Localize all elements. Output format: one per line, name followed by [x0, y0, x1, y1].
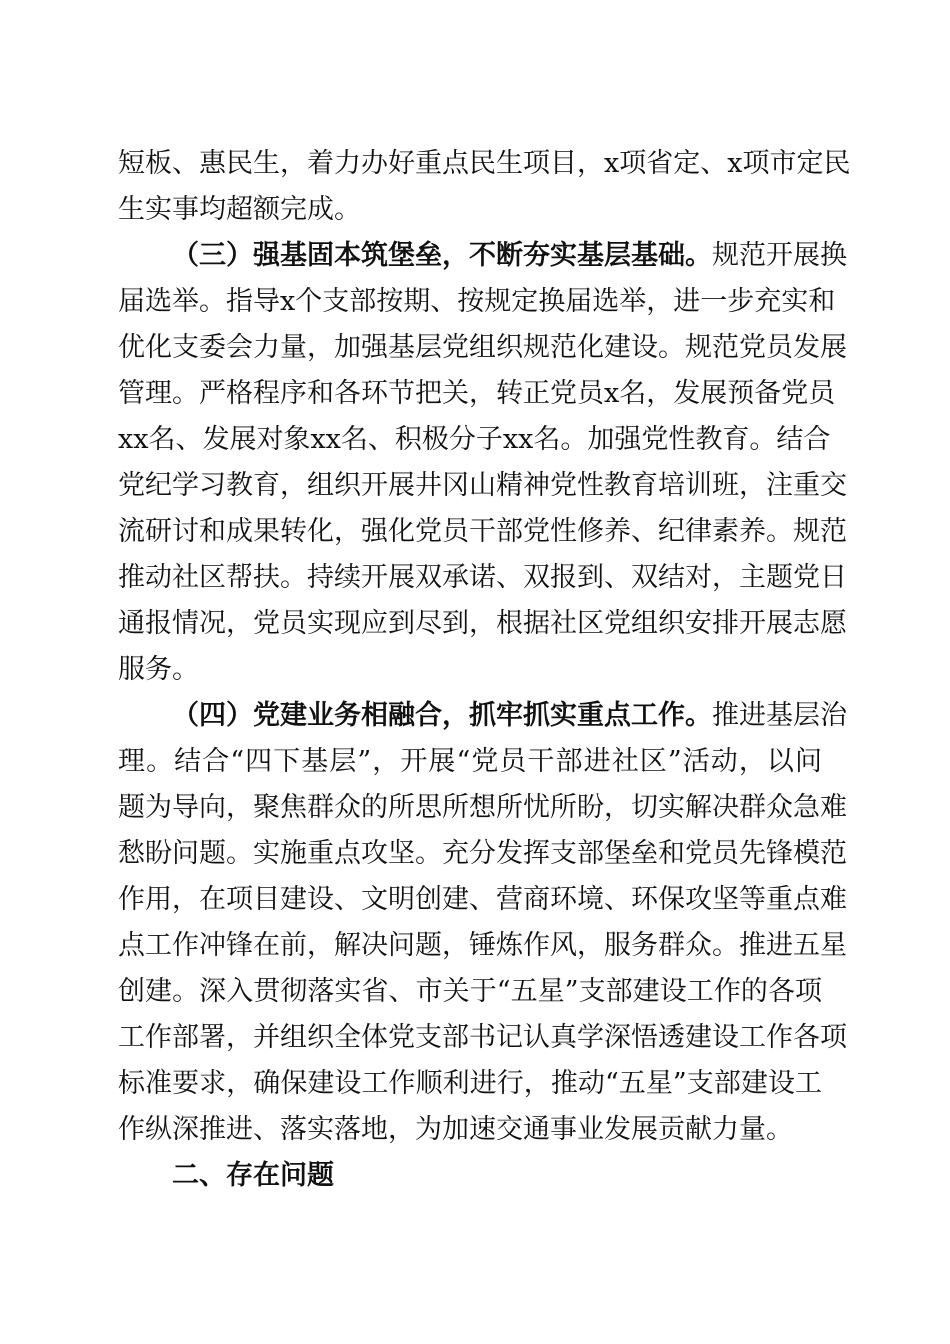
paragraph-line: 理。结合“四下基层”，开展“党员干部进社区”活动，以问 — [118, 746, 822, 777]
paragraph-line: 党纪学习教育，组织开展井冈山精神党性教育培训班，注重交 — [118, 470, 847, 501]
paragraph-line: 点工作冲锋在前，解决问题，锤炼作风，服务群众。推进五星 — [118, 930, 847, 961]
paragraph-line: 题为导向，聚焦群众的所思所想所忧所盼，切实解决群众急难 — [118, 792, 847, 823]
paragraph-line: 通报情况，党员实现应到尽到，根据社区党组织安排开展志愿 — [118, 608, 847, 639]
paragraph-lead-heading: （三）强基固本筑堡垒，不断夯实基层基础。 — [172, 240, 712, 271]
paragraph-line: 短板、惠民生，着力办好重点民生项目，x项省定、x项市定民 — [118, 148, 851, 179]
paragraph-line: 作用，在项目建设、文明创建、营商环境、环保攻坚等重点难 — [118, 884, 847, 915]
paragraph-line: 服务。 — [118, 654, 199, 685]
paragraph-first-line — [172, 700, 847, 731]
section-heading: 二、存在问题 — [172, 1160, 334, 1191]
paragraph-line-text: 推进基层治 — [712, 700, 847, 731]
paragraph-first-line — [172, 240, 847, 271]
paragraph-line-text: 规范开展换 — [712, 240, 847, 271]
paragraph-line: xx名、发展对象xx名、积极分子xx名。加强党性教育。结合 — [118, 424, 831, 455]
paragraph-line: 生实事均超额完成。 — [118, 194, 361, 225]
paragraph-line: 管理。严格程序和各环节把关，转正党员x名，发展预备党员 — [118, 378, 836, 409]
paragraph-line: 流研讨和成果转化，强化党员干部党性修养、纪律素养。规范 — [118, 516, 847, 547]
paragraph-line: 愁盼问题。实施重点攻坚。充分发挥支部堡垒和党员先锋模范 — [118, 838, 847, 869]
paragraph-line: 工作部署，并组织全体党支部书记认真学深悟透建设工作各项 — [118, 1022, 847, 1053]
paragraph-line: 推动社区帮扶。持续开展双承诺、双报到、双结对，主题党日 — [118, 562, 847, 593]
paragraph-line: 届选举。指导x个支部按期、按规定换届选举，进一步充实和 — [118, 286, 836, 317]
paragraph-line: 标准要求，确保建设工作顺利进行，推动“五星”支部建设工 — [118, 1068, 822, 1099]
paragraph-line: 作纵深推进、落实落地，为加速交通事业发展贡献力量。 — [118, 1114, 793, 1145]
paragraph-line: 创建。深入贯彻落实省、市关于“五星”支部建设工作的各项 — [118, 976, 822, 1007]
paragraph-line: 优化支委会力量，加强基层党组织规范化建设。规范党员发展 — [118, 332, 847, 363]
paragraph-lead-heading: （四）党建业务相融合，抓牢抓实重点工作。 — [172, 700, 712, 731]
